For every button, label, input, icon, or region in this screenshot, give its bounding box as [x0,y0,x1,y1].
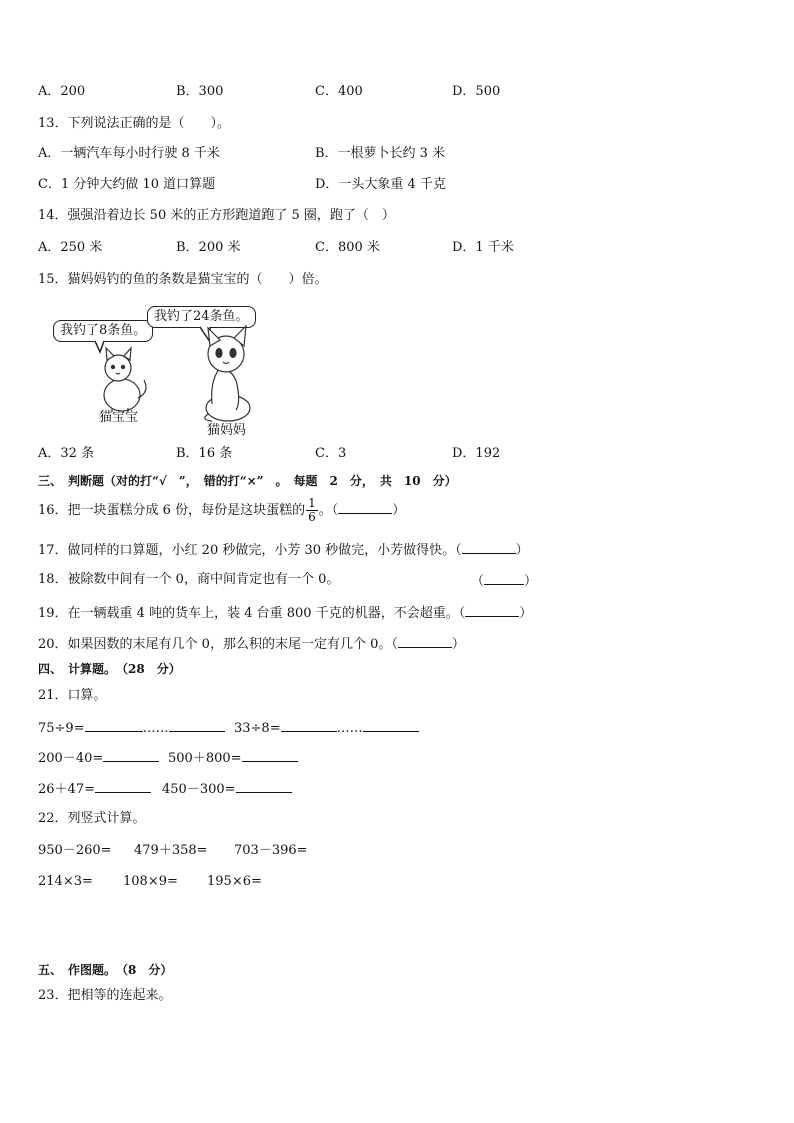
q19-close-paren: ） [519,606,533,621]
fraction-numerator: 1 [308,496,316,510]
q14-option-a: A．250 米 [38,240,103,255]
q20-text: 20．如果因数的末尾有几个 0，那么积的末尾一定有几个 0。（ [38,637,398,652]
section-4-title: 四、 计算题。 （28 分） [38,662,181,676]
q21-blank-2a[interactable] [281,719,337,732]
q21-blank-1b[interactable] [169,719,225,732]
q21-row-2b [168,749,298,767]
q13-option-a: A．一辆汽车每小时行驶 8 千米 [38,146,220,161]
fraction-one-sixth [306,497,318,524]
q16-close-paren: ） [392,503,406,518]
q15-option-d: D．192 [452,446,501,461]
q14-option-b: B．200 米 [176,240,241,255]
q18-close-paren: ） [524,574,538,589]
q21-blank-5[interactable] [95,780,151,793]
q18-open-paren: （ [471,574,485,589]
q21-expr-5: 26＋47= [38,782,95,797]
q18-text: 18．被除数中间有一个 0，商中间肯定也有一个 0。 [38,572,340,587]
q22-stem: 22．列竖式计算。 [38,811,146,826]
q20-answer-blank[interactable] [398,635,452,648]
q21-row-2 [38,749,159,767]
q13-stem: 13．下列说法正确的是（ ）。 [38,116,231,131]
q17-close-paren: ） [515,543,529,558]
baby-cat-icon [104,348,146,412]
q15-stem: 15．猫妈妈钓的鱼的条数是猫宝宝的（ ）倍。 [38,272,328,287]
q21-row-1 [38,719,225,737]
q14-option-d: D．1 千米 [452,240,514,255]
q22-expr-5: 108×9= [123,874,178,889]
q12-option-d: D．500 [452,84,501,99]
q21-row-3b [162,780,292,798]
q22-expr-6: 195×6= [207,874,262,889]
q18-answer [471,572,537,590]
q12-option-a: A．200 [38,84,86,99]
remainder-dots: …… [142,721,169,736]
mother-cat-icon [205,326,250,421]
q16-text: 16．把一块蛋糕分成 6 份，每份是这块蛋糕的 [38,503,306,518]
q15-option-c: C．3 [315,446,347,461]
q14-stem: 14．强强沿着边长 50 米的正方形跑道跑了 5 圈，跑了（ ） [38,208,395,223]
q21-blank-4[interactable] [242,749,298,762]
section-5-title: 五、 作图题。 （8 分） [38,963,173,977]
bubble-mother-cat: 我钓了24条鱼。 [147,306,256,328]
q22-expr-4: 214×3= [38,874,93,889]
q22-expr-1: 950－260= [38,843,112,858]
q20-close-paren: ） [451,637,465,652]
q17-answer-blank[interactable] [462,541,516,554]
q12-option-b: B．300 [176,84,224,99]
q18-answer-blank[interactable] [484,572,524,585]
q21-row-3 [38,780,151,798]
q21-expr-3: 200－40= [38,751,104,766]
q16-open-paren: 。（ [318,503,339,518]
remainder-dots: …… [336,721,363,736]
q22-expr-2: 479＋358= [134,843,208,858]
q17-line [38,541,529,559]
q12-option-c: C．400 [315,84,363,99]
q23-stem: 23．把相等的连起来。 [38,988,172,1003]
q16-answer-blank[interactable] [338,501,392,514]
q15-option-a: A．32 条 [38,446,95,461]
q21-expr-2: 33÷8= [234,721,281,736]
q21-expr-4: 500＋800= [168,751,242,766]
q14-option-c: C．800 米 [315,240,380,255]
label-mother-cat: 猫妈妈 [207,423,247,438]
label-baby-cat: 猫宝宝 [99,410,139,425]
q21-row-1b [234,719,419,737]
q13-option-c: C．1 分钟大约做 10 道口算题 [38,177,216,192]
section-3-title: 三、 判断题（对的打“√ ”， 错的打“×” 。 每题 2 分， 共 10 分） [38,474,457,488]
fraction-denominator: 6 [308,510,316,524]
q21-blank-6[interactable] [236,780,292,793]
q15-option-b: B．16 条 [176,446,233,461]
q19-line [38,604,532,622]
q19-answer-blank[interactable] [465,604,519,617]
q13-option-b: B．一根萝卜长约 3 米 [315,146,446,161]
q21-expr-1: 75÷9= [38,721,85,736]
q21-expr-6: 450－300= [162,782,236,797]
bubble-baby-cat: 我钓了8条鱼。 [53,320,153,342]
q22-expr-3: 703－396= [234,843,308,858]
q13-option-d: D．一头大象重 4 千克 [315,177,446,192]
q20-line [38,635,465,653]
q16-line [38,495,405,527]
q21-blank-1a[interactable] [85,719,143,732]
q19-text: 19．在一辆载重 4 吨的货车上，装 4 台重 800 千克的机器，不会超重。（ [38,606,466,621]
q21-blank-3[interactable] [103,749,159,762]
q21-stem: 21．口算。 [38,688,107,703]
q17-text: 17．做同样的口算题，小红 20 秒做完，小芳 30 秒做完，小芳做得快。（ [38,543,462,558]
q21-blank-2b[interactable] [363,719,419,732]
